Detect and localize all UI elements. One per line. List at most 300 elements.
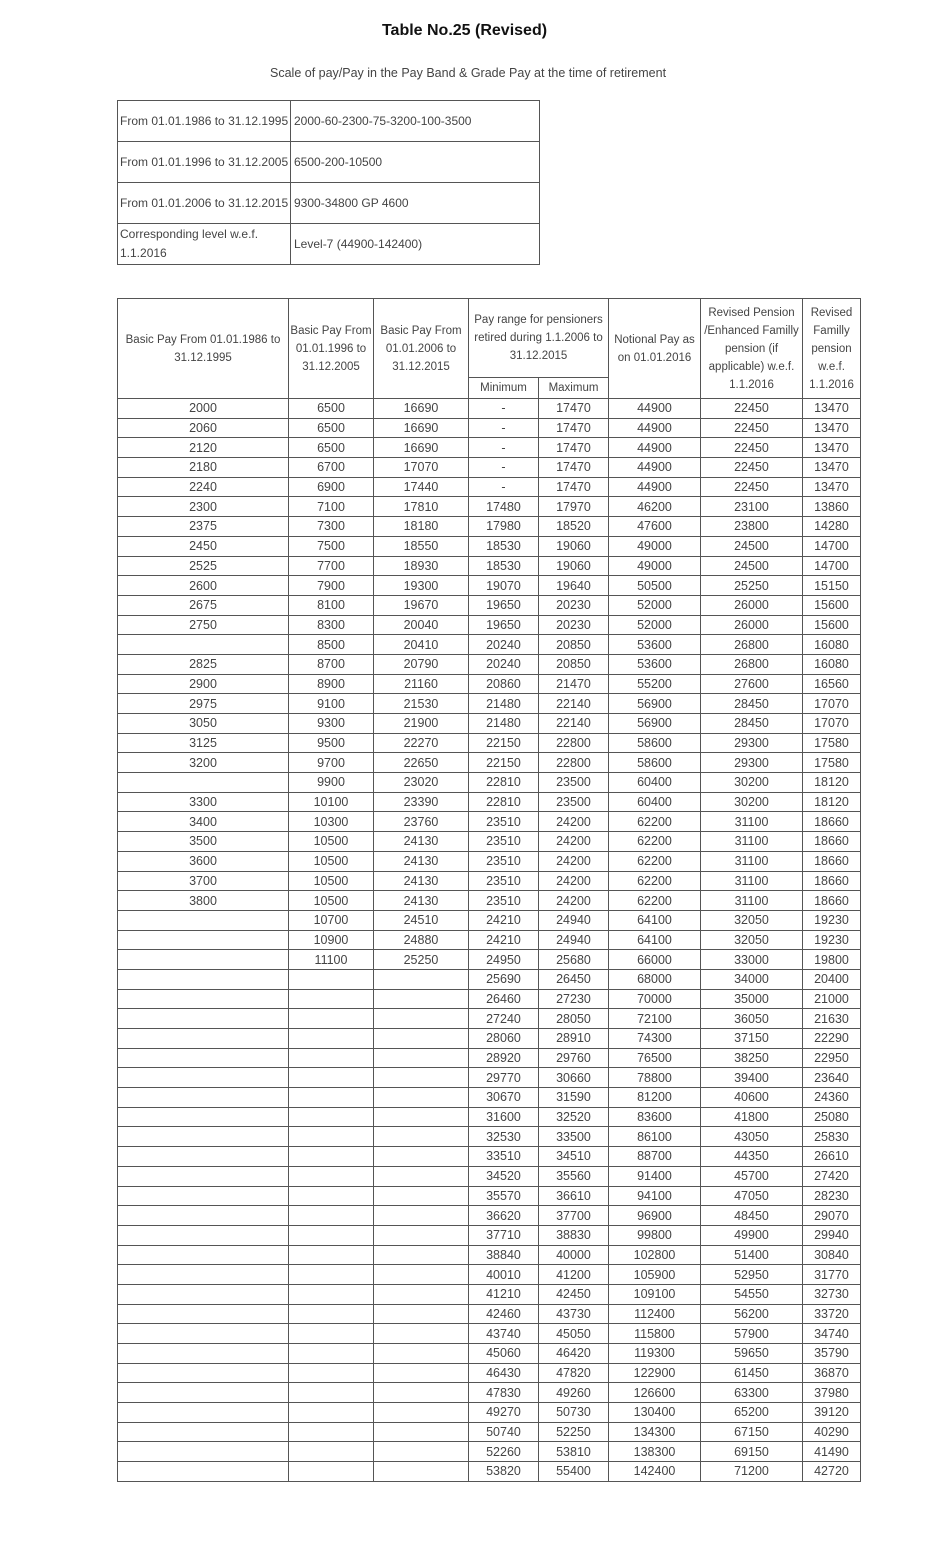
cell-revised-family-pension: 22950 [803, 1048, 861, 1068]
cell-basic-pay-1986 [118, 773, 289, 793]
cell-notional-pay: 138300 [609, 1442, 701, 1462]
cell-notional-pay: 64100 [609, 930, 701, 950]
cell-pay-range-min: 42460 [469, 1304, 539, 1324]
cell-basic-pay-1986 [118, 1344, 289, 1364]
table-row [118, 733, 861, 753]
cell-pay-range-max: 28910 [539, 1029, 609, 1049]
cell-basic-pay-1986: 3600 [118, 851, 289, 871]
cell-basic-pay-2006: 22650 [374, 753, 469, 773]
cell-revised-family-pension: 13470 [803, 399, 861, 419]
cell-pay-range-min: 41210 [469, 1284, 539, 1304]
table-row [118, 1107, 861, 1127]
cell-basic-pay-1986 [118, 635, 289, 655]
cell-pay-range-min: 23510 [469, 871, 539, 891]
cell-basic-pay-1996 [289, 1422, 374, 1442]
cell-basic-pay-1986 [118, 1029, 289, 1049]
cell-basic-pay-1986 [118, 1324, 289, 1344]
cell-basic-pay-1996 [289, 1462, 374, 1482]
cell-revised-pension: 41800 [701, 1107, 803, 1127]
table-row [118, 1284, 861, 1304]
cell-revised-pension: 36050 [701, 1009, 803, 1029]
cell-pay-range-max: 24200 [539, 891, 609, 911]
cell-basic-pay-1996: 10500 [289, 891, 374, 911]
cell-revised-pension: 24500 [701, 536, 803, 556]
cell-notional-pay: 72100 [609, 1009, 701, 1029]
cell-pay-range-min: 50740 [469, 1422, 539, 1442]
cell-revised-family-pension: 18120 [803, 773, 861, 793]
cell-basic-pay-2006: 21900 [374, 714, 469, 734]
cell-basic-pay-1996: 11100 [289, 950, 374, 970]
cell-revised-pension: 71200 [701, 1462, 803, 1482]
cell-basic-pay-1996: 10300 [289, 812, 374, 832]
scale-period-label: From 01.01.1996 to 31.12.2005 [118, 142, 291, 183]
cell-basic-pay-1986: 2375 [118, 517, 289, 537]
table-row [118, 1344, 861, 1364]
cell-revised-pension: 38250 [701, 1048, 803, 1068]
cell-basic-pay-1986 [118, 1186, 289, 1206]
cell-basic-pay-1996 [289, 1048, 374, 1068]
cell-revised-pension: 26000 [701, 595, 803, 615]
cell-revised-family-pension: 19800 [803, 950, 861, 970]
cell-basic-pay-2006 [374, 1363, 469, 1383]
cell-notional-pay: 46200 [609, 497, 701, 517]
cell-pay-range-min: 38840 [469, 1245, 539, 1265]
cell-basic-pay-2006: 24130 [374, 851, 469, 871]
scale-row [118, 183, 540, 224]
table-row [118, 1304, 861, 1324]
cell-notional-pay: 44900 [609, 477, 701, 497]
table-row [118, 438, 861, 458]
cell-basic-pay-2006: 24130 [374, 832, 469, 852]
cell-basic-pay-1996: 7900 [289, 576, 374, 596]
cell-revised-family-pension: 24360 [803, 1088, 861, 1108]
header-basic-pay-2006: Basic Pay From 01.01.2006 to 31.12.2015 [374, 299, 469, 399]
cell-basic-pay-1996: 10700 [289, 910, 374, 930]
cell-notional-pay: 91400 [609, 1166, 701, 1186]
cell-pay-range-min: 20860 [469, 674, 539, 694]
cell-basic-pay-2006: 23390 [374, 792, 469, 812]
page-title: Table No.25 (Revised) [381, 22, 548, 39]
cell-basic-pay-2006: 24510 [374, 910, 469, 930]
cell-basic-pay-2006 [374, 1422, 469, 1442]
table-row [118, 950, 861, 970]
cell-revised-family-pension: 17070 [803, 714, 861, 734]
cell-notional-pay: 62200 [609, 871, 701, 891]
cell-pay-range-max: 17970 [539, 497, 609, 517]
cell-basic-pay-2006: 18550 [374, 536, 469, 556]
cell-basic-pay-2006 [374, 1029, 469, 1049]
cell-revised-pension: 31100 [701, 851, 803, 871]
cell-pay-range-min: 18530 [469, 536, 539, 556]
cell-basic-pay-1986: 2600 [118, 576, 289, 596]
cell-revised-family-pension: 19230 [803, 930, 861, 950]
cell-basic-pay-1996: 10500 [289, 832, 374, 852]
cell-notional-pay: 66000 [609, 950, 701, 970]
cell-revised-family-pension: 21630 [803, 1009, 861, 1029]
scale-row [118, 224, 540, 265]
cell-basic-pay-2006 [374, 1462, 469, 1482]
cell-revised-family-pension: 14700 [803, 556, 861, 576]
cell-pay-range-max: 29760 [539, 1048, 609, 1068]
cell-basic-pay-2006: 16690 [374, 438, 469, 458]
cell-basic-pay-2006 [374, 1186, 469, 1206]
cell-revised-pension: 67150 [701, 1422, 803, 1442]
cell-notional-pay: 56900 [609, 694, 701, 714]
cell-revised-family-pension: 14700 [803, 536, 861, 556]
cell-revised-family-pension: 18120 [803, 792, 861, 812]
cell-pay-range-max: 52250 [539, 1422, 609, 1442]
cell-pay-range-min: 53820 [469, 1462, 539, 1482]
table-row [118, 773, 861, 793]
cell-revised-family-pension: 16080 [803, 654, 861, 674]
cell-revised-family-pension: 18660 [803, 851, 861, 871]
cell-pay-range-max: 33500 [539, 1127, 609, 1147]
cell-notional-pay: 44900 [609, 418, 701, 438]
cell-revised-pension: 32050 [701, 910, 803, 930]
cell-revised-family-pension: 34740 [803, 1324, 861, 1344]
table-row [118, 1166, 861, 1186]
cell-basic-pay-1996: 8900 [289, 674, 374, 694]
cell-revised-pension: 27600 [701, 674, 803, 694]
cell-pay-range-max: 43730 [539, 1304, 609, 1324]
cell-basic-pay-2006: 23020 [374, 773, 469, 793]
cell-revised-family-pension: 17580 [803, 753, 861, 773]
cell-revised-pension: 61450 [701, 1363, 803, 1383]
cell-basic-pay-2006: 19670 [374, 595, 469, 615]
cell-basic-pay-1996: 10500 [289, 871, 374, 891]
cell-basic-pay-1996: 7100 [289, 497, 374, 517]
table-row [118, 714, 861, 734]
table-row [118, 930, 861, 950]
cell-basic-pay-1986 [118, 1422, 289, 1442]
cell-revised-pension: 29300 [701, 753, 803, 773]
cell-basic-pay-2006 [374, 1206, 469, 1226]
cell-basic-pay-1986 [118, 989, 289, 1009]
cell-basic-pay-1986 [118, 910, 289, 930]
table-row [118, 1206, 861, 1226]
scale-period-label: From 01.01.2006 to 31.12.2015 [118, 183, 291, 224]
cell-basic-pay-1996 [289, 1009, 374, 1029]
cell-revised-family-pension: 13470 [803, 477, 861, 497]
cell-revised-family-pension: 25080 [803, 1107, 861, 1127]
cell-pay-range-min: 23510 [469, 832, 539, 852]
cell-revised-pension: 52950 [701, 1265, 803, 1285]
scale-value: 2000-60-2300-75-3200-100-3500 [291, 101, 540, 142]
cell-basic-pay-1996 [289, 1107, 374, 1127]
cell-notional-pay: 105900 [609, 1265, 701, 1285]
cell-basic-pay-1986: 3050 [118, 714, 289, 734]
cell-pay-range-max: 24200 [539, 851, 609, 871]
table-row [118, 1029, 861, 1049]
table-row [118, 654, 861, 674]
cell-basic-pay-2006: 23760 [374, 812, 469, 832]
cell-basic-pay-1986 [118, 1363, 289, 1383]
cell-revised-pension: 31100 [701, 832, 803, 852]
cell-revised-pension: 22450 [701, 438, 803, 458]
cell-basic-pay-1986 [118, 1265, 289, 1285]
cell-basic-pay-2006: 17070 [374, 458, 469, 478]
cell-basic-pay-2006 [374, 1225, 469, 1245]
table-row [118, 595, 861, 615]
cell-revised-pension: 26800 [701, 654, 803, 674]
cell-revised-pension: 26800 [701, 635, 803, 655]
cell-basic-pay-1996: 6500 [289, 418, 374, 438]
cell-revised-family-pension: 37980 [803, 1383, 861, 1403]
cell-pay-range-min: - [469, 477, 539, 497]
cell-basic-pay-1996: 6900 [289, 477, 374, 497]
cell-pay-range-max: 55400 [539, 1462, 609, 1482]
cell-revised-pension: 31100 [701, 891, 803, 911]
header-row [118, 299, 861, 378]
table-row [118, 871, 861, 891]
cell-basic-pay-2006 [374, 1048, 469, 1068]
cell-notional-pay: 49000 [609, 536, 701, 556]
cell-pay-range-min: 28060 [469, 1029, 539, 1049]
cell-revised-pension: 69150 [701, 1442, 803, 1462]
cell-pay-range-min: 46430 [469, 1363, 539, 1383]
cell-pay-range-max: 25680 [539, 950, 609, 970]
table-row [118, 1186, 861, 1206]
cell-notional-pay: 142400 [609, 1462, 701, 1482]
table-row [118, 1442, 861, 1462]
cell-basic-pay-2006 [374, 1166, 469, 1186]
cell-revised-family-pension: 26610 [803, 1147, 861, 1167]
cell-basic-pay-1986: 2675 [118, 595, 289, 615]
cell-basic-pay-1986: 3200 [118, 753, 289, 773]
cell-pay-range-max: 24940 [539, 930, 609, 950]
cell-basic-pay-1986 [118, 1009, 289, 1029]
cell-notional-pay: 86100 [609, 1127, 701, 1147]
cell-basic-pay-1986: 2975 [118, 694, 289, 714]
cell-pay-range-min: 32530 [469, 1127, 539, 1147]
cell-revised-pension: 29300 [701, 733, 803, 753]
cell-basic-pay-1996: 7300 [289, 517, 374, 537]
cell-basic-pay-1996 [289, 1225, 374, 1245]
table-row [118, 1245, 861, 1265]
cell-revised-family-pension: 13470 [803, 458, 861, 478]
cell-basic-pay-1986 [118, 1088, 289, 1108]
cell-notional-pay: 52000 [609, 595, 701, 615]
cell-revised-pension: 35000 [701, 989, 803, 1009]
table-body [118, 399, 861, 1482]
cell-basic-pay-1986: 3125 [118, 733, 289, 753]
cell-pay-range-min: 24210 [469, 930, 539, 950]
cell-basic-pay-1986: 2450 [118, 536, 289, 556]
cell-revised-pension: 47050 [701, 1186, 803, 1206]
cell-basic-pay-1986 [118, 1147, 289, 1167]
cell-pay-range-max: 21470 [539, 674, 609, 694]
cell-basic-pay-1986: 3500 [118, 832, 289, 852]
cell-pay-range-max: 35560 [539, 1166, 609, 1186]
cell-revised-family-pension: 17070 [803, 694, 861, 714]
cell-revised-pension: 30200 [701, 773, 803, 793]
cell-revised-pension: 59650 [701, 1344, 803, 1364]
cell-revised-family-pension: 18660 [803, 832, 861, 852]
cell-pay-range-min: 34520 [469, 1166, 539, 1186]
cell-basic-pay-2006: 24880 [374, 930, 469, 950]
table-row [118, 536, 861, 556]
cell-pay-range-max: 27230 [539, 989, 609, 1009]
cell-basic-pay-2006 [374, 1304, 469, 1324]
cell-basic-pay-1996: 8700 [289, 654, 374, 674]
cell-basic-pay-1986: 3400 [118, 812, 289, 832]
cell-pay-range-min: - [469, 458, 539, 478]
cell-pay-range-min: 22810 [469, 773, 539, 793]
cell-revised-family-pension: 15600 [803, 595, 861, 615]
cell-revised-pension: 51400 [701, 1245, 803, 1265]
cell-basic-pay-1996 [289, 1383, 374, 1403]
cell-basic-pay-1986: 2525 [118, 556, 289, 576]
cell-revised-family-pension: 17580 [803, 733, 861, 753]
cell-basic-pay-1986: 2300 [118, 497, 289, 517]
cell-revised-pension: 24500 [701, 556, 803, 576]
cell-basic-pay-1996: 7500 [289, 536, 374, 556]
table-row [118, 1127, 861, 1147]
cell-pay-range-max: 53810 [539, 1442, 609, 1462]
cell-basic-pay-1996: 8500 [289, 635, 374, 655]
cell-pay-range-min: 21480 [469, 714, 539, 734]
cell-pay-range-max: 50730 [539, 1403, 609, 1423]
cell-notional-pay: 47600 [609, 517, 701, 537]
cell-pay-range-min: 23510 [469, 812, 539, 832]
cell-pay-range-max: 28050 [539, 1009, 609, 1029]
cell-basic-pay-2006 [374, 1107, 469, 1127]
cell-revised-family-pension: 20400 [803, 969, 861, 989]
cell-basic-pay-1996: 6500 [289, 399, 374, 419]
cell-basic-pay-2006 [374, 1245, 469, 1265]
cell-pay-range-min: - [469, 399, 539, 419]
table-row [118, 615, 861, 635]
cell-revised-pension: 37150 [701, 1029, 803, 1049]
cell-notional-pay: 115800 [609, 1324, 701, 1344]
cell-revised-family-pension: 31770 [803, 1265, 861, 1285]
cell-basic-pay-1996 [289, 1206, 374, 1226]
cell-basic-pay-1986: 2825 [118, 654, 289, 674]
cell-revised-family-pension: 22290 [803, 1029, 861, 1049]
cell-basic-pay-2006 [374, 1009, 469, 1029]
cell-pay-range-max: 37700 [539, 1206, 609, 1226]
cell-basic-pay-1996: 10500 [289, 851, 374, 871]
cell-basic-pay-1996 [289, 1344, 374, 1364]
cell-pay-range-max: 17470 [539, 458, 609, 478]
cell-basic-pay-1986 [118, 1403, 289, 1423]
table-row [118, 891, 861, 911]
cell-basic-pay-2006 [374, 1344, 469, 1364]
cell-pay-range-min: 20240 [469, 654, 539, 674]
cell-revised-family-pension: 28230 [803, 1186, 861, 1206]
cell-revised-pension: 49900 [701, 1225, 803, 1245]
table-row [118, 497, 861, 517]
cell-notional-pay: 53600 [609, 654, 701, 674]
cell-basic-pay-1986 [118, 1225, 289, 1245]
cell-revised-family-pension: 16560 [803, 674, 861, 694]
cell-pay-range-min: 20240 [469, 635, 539, 655]
cell-notional-pay: 62200 [609, 832, 701, 852]
cell-revised-pension: 45700 [701, 1166, 803, 1186]
cell-basic-pay-1986: 2750 [118, 615, 289, 635]
cell-revised-family-pension: 14280 [803, 517, 861, 537]
cell-pay-range-max: 31590 [539, 1088, 609, 1108]
cell-basic-pay-1986 [118, 1462, 289, 1482]
cell-notional-pay: 134300 [609, 1422, 701, 1442]
cell-notional-pay: 64100 [609, 910, 701, 930]
cell-pay-range-min: 35570 [469, 1186, 539, 1206]
table-row [118, 477, 861, 497]
cell-pay-range-max: 24200 [539, 812, 609, 832]
cell-pay-range-min: 22150 [469, 733, 539, 753]
cell-pay-range-min: 49270 [469, 1403, 539, 1423]
cell-notional-pay: 83600 [609, 1107, 701, 1127]
cell-revised-family-pension: 18660 [803, 871, 861, 891]
header-revised-family-pension: Revised Familly pension w.e.f. 1.1.2016 [803, 299, 861, 399]
cell-pay-range-min: 24210 [469, 910, 539, 930]
pension-revision-table [117, 298, 861, 1482]
cell-pay-range-max: 45050 [539, 1324, 609, 1344]
cell-basic-pay-2006 [374, 1324, 469, 1344]
cell-basic-pay-2006: 16690 [374, 399, 469, 419]
cell-revised-family-pension: 29070 [803, 1206, 861, 1226]
cell-revised-pension: 63300 [701, 1383, 803, 1403]
cell-pay-range-max: 40000 [539, 1245, 609, 1265]
cell-basic-pay-2006 [374, 1403, 469, 1423]
cell-revised-family-pension: 32730 [803, 1284, 861, 1304]
cell-notional-pay: 58600 [609, 753, 701, 773]
scale-value: 6500-200-10500 [291, 142, 540, 183]
cell-revised-pension: 56200 [701, 1304, 803, 1324]
cell-pay-range-max: 18520 [539, 517, 609, 537]
table-row [118, 1147, 861, 1167]
cell-basic-pay-2006 [374, 1383, 469, 1403]
cell-revised-family-pension: 15150 [803, 576, 861, 596]
cell-pay-range-max: 22140 [539, 694, 609, 714]
cell-notional-pay: 122900 [609, 1363, 701, 1383]
cell-basic-pay-1986 [118, 969, 289, 989]
cell-pay-range-min: 24950 [469, 950, 539, 970]
cell-revised-pension: 54550 [701, 1284, 803, 1304]
cell-pay-range-max: 22800 [539, 733, 609, 753]
cell-notional-pay: 76500 [609, 1048, 701, 1068]
table-row [118, 989, 861, 1009]
cell-revised-pension: 22450 [701, 418, 803, 438]
scale-period-label: From 01.01.1986 to 31.12.1995 [118, 101, 291, 142]
cell-notional-pay: 44900 [609, 399, 701, 419]
cell-pay-range-max: 20850 [539, 635, 609, 655]
cell-basic-pay-1996 [289, 1363, 374, 1383]
cell-pay-range-min: 17980 [469, 517, 539, 537]
cell-pay-range-max: 20230 [539, 615, 609, 635]
cell-basic-pay-2006: 18930 [374, 556, 469, 576]
header-revised-pension: Revised Pension /Enhanced Familly pension (if applicable) w.e.f. 1.1.2016 [701, 299, 803, 399]
cell-notional-pay: 74300 [609, 1029, 701, 1049]
cell-revised-pension: 39400 [701, 1068, 803, 1088]
table-row [118, 1363, 861, 1383]
cell-revised-family-pension: 30840 [803, 1245, 861, 1265]
cell-basic-pay-1996: 8100 [289, 595, 374, 615]
cell-revised-family-pension: 16080 [803, 635, 861, 655]
cell-pay-range-max: 23500 [539, 792, 609, 812]
cell-notional-pay: 109100 [609, 1284, 701, 1304]
cell-pay-range-min: 19650 [469, 615, 539, 635]
cell-pay-range-max: 34510 [539, 1147, 609, 1167]
cell-basic-pay-2006: 22270 [374, 733, 469, 753]
cell-pay-range-max: 38830 [539, 1225, 609, 1245]
cell-basic-pay-1996 [289, 1403, 374, 1423]
cell-pay-range-min: 37710 [469, 1225, 539, 1245]
cell-pay-range-max: 20230 [539, 595, 609, 615]
cell-notional-pay: 94100 [609, 1186, 701, 1206]
cell-basic-pay-2006: 16690 [374, 418, 469, 438]
cell-basic-pay-1996 [289, 1265, 374, 1285]
